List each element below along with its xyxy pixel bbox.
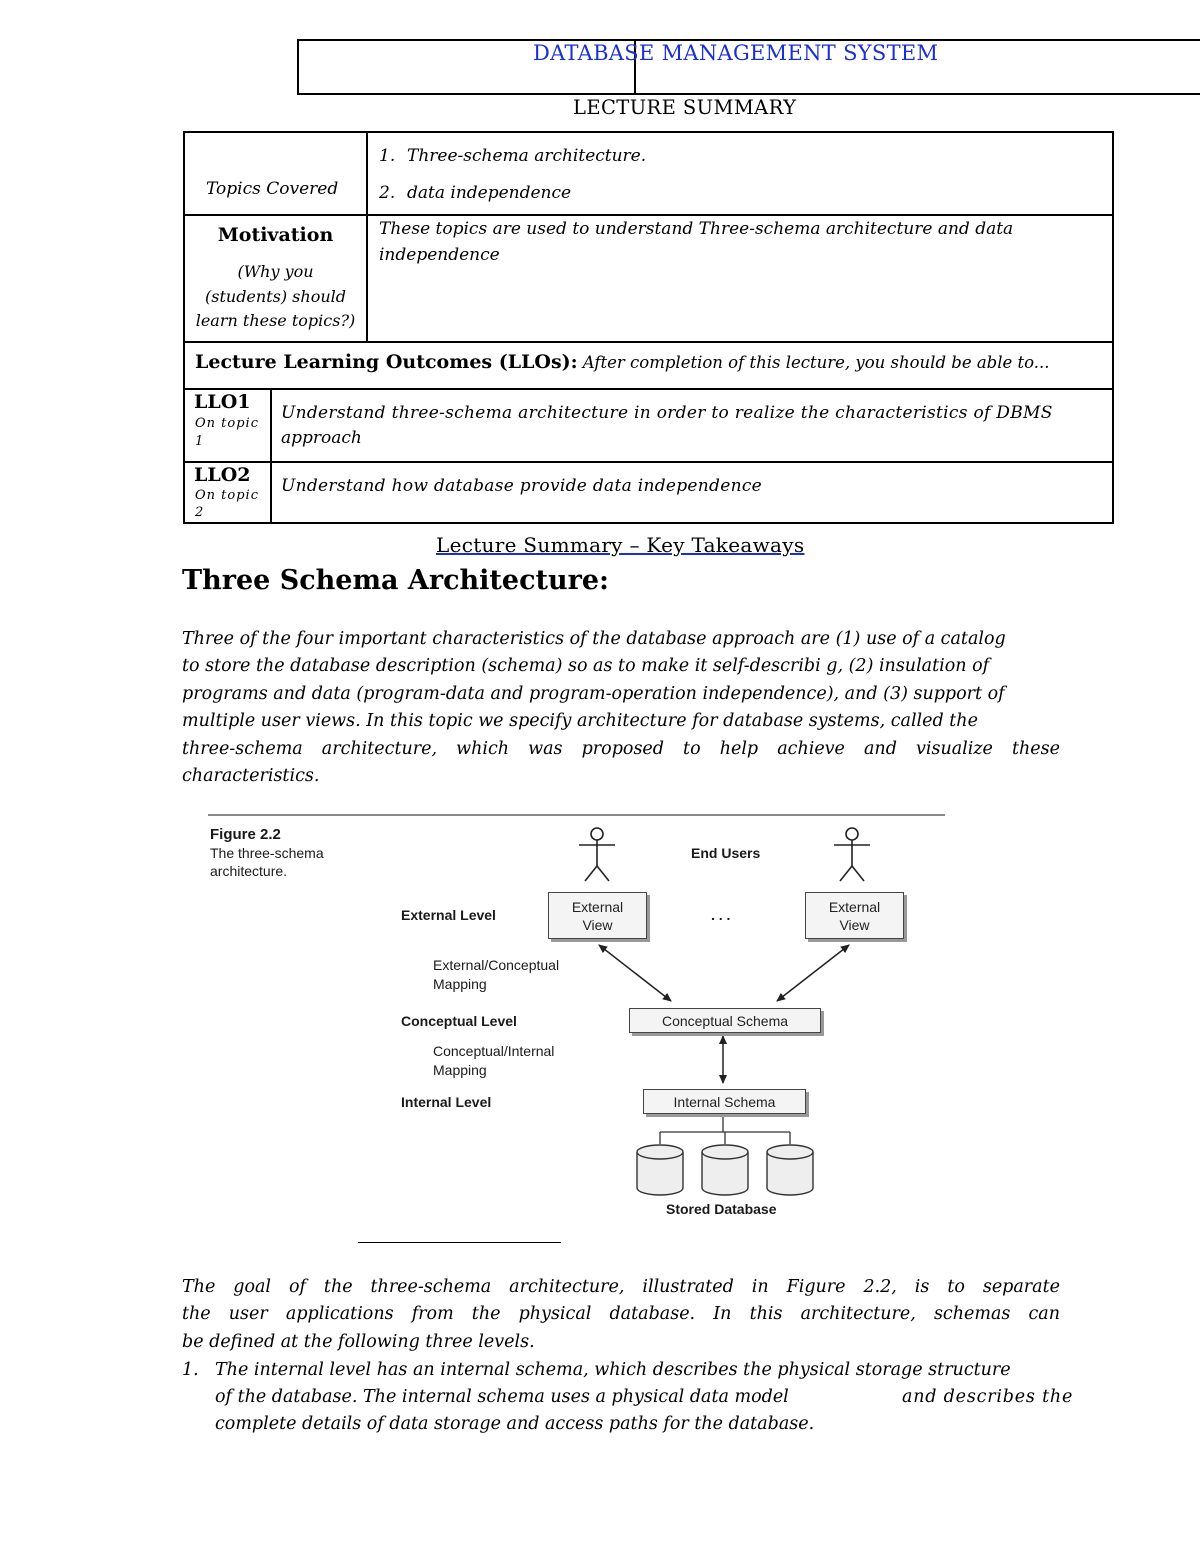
- list-line: and describes the: [902, 1387, 1074, 1407]
- llo-text: Understand how database provide data independence: [281, 476, 763, 496]
- motivation-subtitle: (Why you: [237, 262, 314, 281]
- llo-id: LLO2: [194, 464, 251, 486]
- paragraph-line: characteristics.: [182, 765, 320, 786]
- conc-int-mapping-label: Mapping: [433, 1062, 487, 1078]
- ext-conc-mapping-label: External/Conceptual: [433, 957, 560, 973]
- figure-caption-line: The three-schema: [210, 845, 324, 861]
- figure-caption-line: architecture.: [210, 863, 288, 879]
- goal-paragraph: [182, 1274, 1060, 1356]
- list-line: The internal level has an internal schema, which describes the physical storage structure: [215, 1360, 1011, 1380]
- llo-heading-bold: Lecture Learning Outcomes (LLOs):: [195, 351, 578, 373]
- list-line: complete details of data storage and access paths for the database.: [215, 1414, 815, 1434]
- figure-footnote-rule: [358, 1242, 561, 1243]
- box-label: External: [571, 898, 624, 915]
- internal-level-label: Internal Level: [401, 1094, 492, 1110]
- database-disk-icon: [702, 1145, 748, 1195]
- conceptual-level-label: Conceptual Level: [401, 1013, 517, 1029]
- motivation-subtitle: learn these topics?): [195, 311, 356, 330]
- paragraph-line: the user applications from the physical database. In this architecture, schemas can: [182, 1304, 1060, 1325]
- paragraph-line: Three of the four important characteristics of the database approach are (1) use of a catalog: [182, 629, 1006, 649]
- paragraph-line: The goal of the three-schema architecture, illustrated in Figure 2.2, is to separate: [182, 1277, 1060, 1297]
- list-line: of the database. The internal schema uses a physical data model: [215, 1387, 789, 1407]
- llo-topic: 1: [195, 434, 204, 449]
- motivation-label: Motivation: [217, 224, 334, 246]
- external-view-box: [548, 892, 647, 939]
- database-disk-icon: [767, 1145, 813, 1195]
- topic-item: Three-schema architecture.: [407, 146, 647, 166]
- llo-topic: On topic: [195, 416, 259, 431]
- paragraph-line: multiple user views. In this topic we specify architecture for database systems, called the: [182, 711, 978, 732]
- mapping-arrow: [599, 945, 671, 1001]
- llo-heading-tail: After completion of this lecture, you should be able to...: [582, 353, 1050, 372]
- llo-id: LLO1: [194, 391, 251, 413]
- figure-caption-title: Figure 2.2: [210, 826, 281, 843]
- motivation-subtitle: (students) should: [205, 287, 346, 306]
- topic-number: 2.: [379, 183, 396, 203]
- section-title: Three Schema Architecture:: [182, 565, 609, 596]
- ext-conc-mapping-label: Mapping: [433, 976, 487, 992]
- paragraph-line: be defined at the following three levels.: [182, 1331, 535, 1352]
- llo-topic: On topic: [195, 488, 259, 503]
- page-title: LECTURE SUMMARY: [573, 96, 797, 119]
- paragraph-line: to store the database description (schema) so as to make it self-describi g, (2) insulation of: [182, 656, 990, 677]
- topics-label: Topics Covered: [206, 179, 339, 199]
- internal-schema-box: Internal Schema: [643, 1089, 806, 1114]
- course-title: DATABASE MANAGEMENT SYSTEM: [533, 41, 939, 65]
- list-number: 1.: [182, 1360, 199, 1380]
- topic-item: data independence: [407, 183, 572, 203]
- mapping-arrow: [777, 945, 849, 1001]
- takeaways-heading: Lecture Summary – Key Takeaways: [436, 533, 805, 557]
- box-label: View: [582, 916, 613, 933]
- motivation-text: These topics are used to understand Three-schema architecture and data: [379, 219, 1014, 239]
- database-disk-icon: [637, 1145, 683, 1195]
- conc-int-mapping-label: Conceptual/Internal: [433, 1043, 555, 1059]
- end-users-label: End Users: [691, 845, 761, 861]
- paragraph-line: three-schema architecture, which was proposed to help achieve and visualize these: [182, 738, 1060, 759]
- stored-database-label: Stored Database: [666, 1201, 777, 1217]
- disk-connectors: [660, 1114, 790, 1144]
- end-user-icon: [579, 828, 615, 881]
- llo-text: Understand three-schema architecture in order to realize the characteristics of DBMS: [281, 403, 1053, 423]
- external-level-label: External Level: [401, 907, 496, 923]
- ellipsis: . . .: [711, 907, 731, 923]
- llo-text: approach: [281, 428, 362, 448]
- external-view-box: [805, 892, 904, 939]
- conceptual-schema-box: Conceptual Schema: [629, 1008, 821, 1033]
- box-label: External: [828, 898, 881, 915]
- motivation-text: independence: [379, 245, 500, 265]
- box-label: View: [839, 916, 870, 933]
- llo-topic: 2: [195, 505, 204, 520]
- topic-number: 1.: [379, 146, 396, 166]
- end-user-icon: [834, 828, 870, 881]
- paragraph-line: programs and data (program-data and program-operation independence), and (3) support of: [182, 683, 1005, 704]
